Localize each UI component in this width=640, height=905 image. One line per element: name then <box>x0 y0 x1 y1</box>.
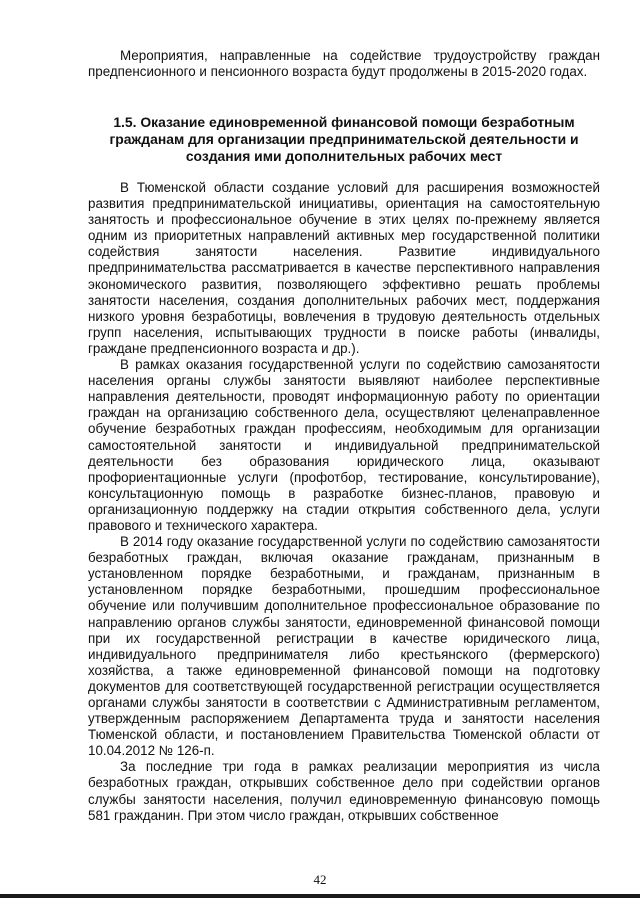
bottom-border <box>0 894 640 898</box>
body-paragraph: В рамках оказания государственной услуги по содействию самозанятости населения органы службы занятости выявляют наиболее перспективные направления деятельности, проводят информационную работу по ориентации граждан на организацию собственного дела, осуществляют целенаправленное обучение безработных граждан профессиям, необходимым для организации самостоятельной занятости и индивидуальной предпринимательской деятельности без образования юридического лица, оказывают профориентационные услуги (профотбор, тестирование, консультирование), консультационную помощь в разработке бизнес-планов, правовую и организационную поддержку на стадии открытия собственного дела, услуги правового и технического характера. <box>88 357 600 533</box>
body-paragraph: За последние три года в рамках реализации мероприятия из числа безработных граждан, открывших собственное дело при содействии органов службы занятости населения, получил единовременную финансовую помощь 581 гражданин. При этом число граждан, открывших собственное <box>88 759 600 823</box>
page-number: 42 <box>313 872 327 887</box>
section-body <box>88 180 600 824</box>
section-heading: 1.5. Оказание единовременной финансовой помощи безработным гражданам для организации предпринимательской деятельности и создания ими дополнительных рабочих мест <box>109 114 579 164</box>
intro-paragraph: Мероприятия, направленные на содействие трудоустройству граждан предпенсионного и пенсионного возраста будут продолжены в 2015-2020 годах. <box>88 48 600 80</box>
body-paragraph: В 2014 году оказание государственной услуги по содействию самозанятости безработных граждан, включая оказание гражданам, признанным в установленном порядке безработными, и гражданам, признанным в установленном порядке безработными, прошедшим профессиональное обучение или получившим дополнительное профессиональное образование по направлению органов службы занятости, единовременной финансовой помощи при их государственной регистрации в качестве юридического лица, индивидуального предпринимателя либо крестьянского (фермерского) хозяйства, а также единовременной финансовой помощи на подготовку документов для соответствующей государственной регистрации осуществляется органами службы занятости в соответствии с Административным регламентом, утвержденным распоряжением Департамента труда и занятости населения Тюменской области, и постановлением Правительства Тюменской области от 10.04.2012 № 126-п. <box>88 534 600 759</box>
body-paragraph: В Тюменской области создание условий для расширения возможностей развития предпринимательской инициативы, ориентация на самостоятельную занятость и профессиональное обучение в этих целях по-прежнему является одним из приоритетных направлений активных мер государственной политики содействия занятости населения. Развитие индивидуального предпринимательства рассматривается в качестве перспективного направления экономического развития, позволяющего эффективно решать проблемы занятости населения, создания дополнительных рабочих мест, поддержания низкого уровня безработицы, вовлечения в трудовую деятельность отдельных групп населения, испытывающих трудности в поиске работы (инвалиды, граждане предпенсионного возраста и др.). <box>88 180 600 356</box>
